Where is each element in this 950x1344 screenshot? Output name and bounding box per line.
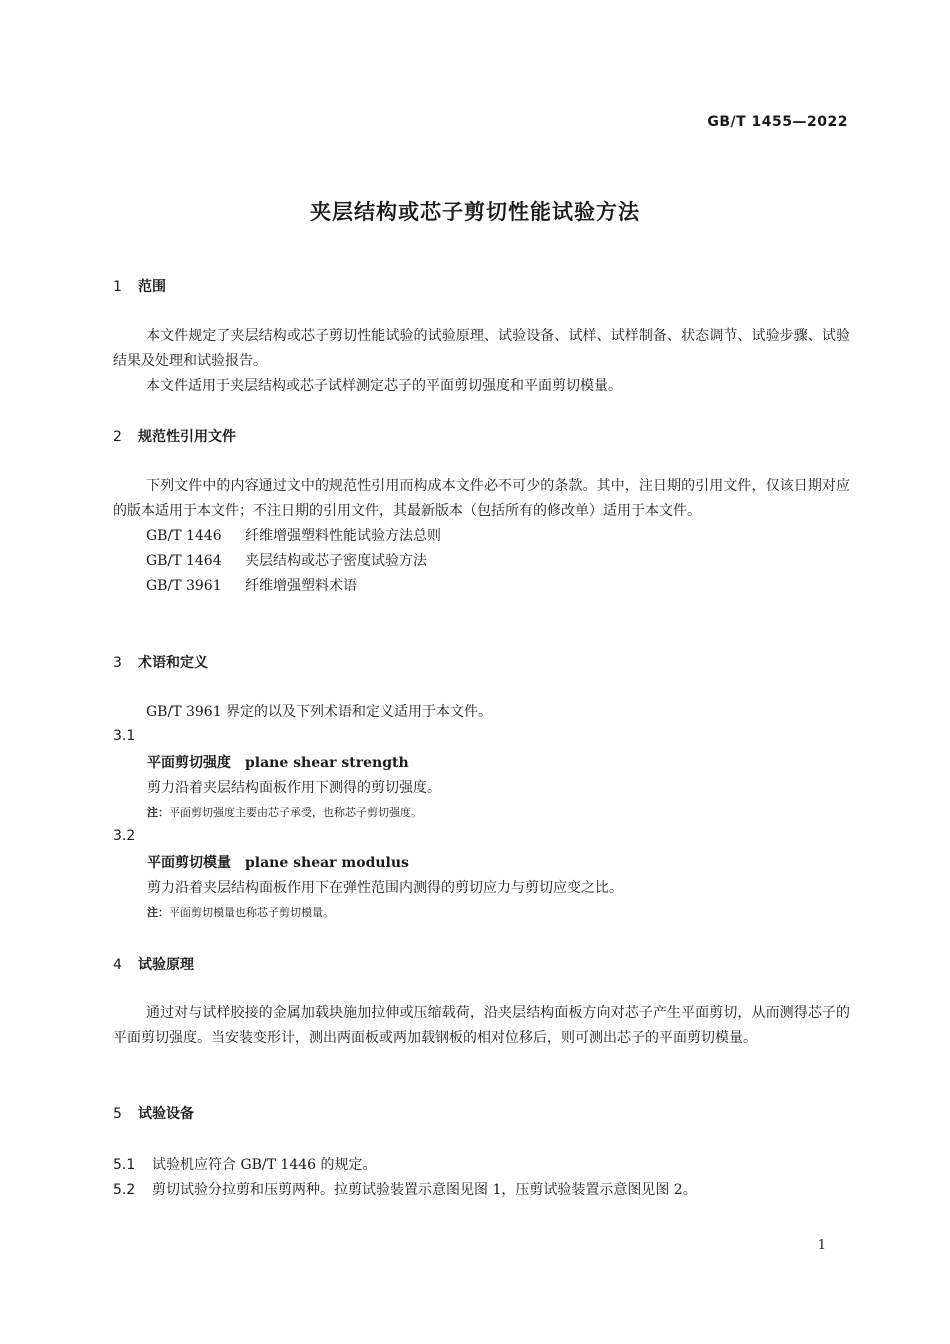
section-title: 试验原理 (138, 957, 194, 973)
section-number: 2 (113, 429, 122, 445)
term-number: 3.1 (113, 728, 136, 744)
note-label: 注： (147, 906, 169, 919)
reference-code: GB/T 3961 (146, 578, 222, 594)
section-title: 试验设备 (138, 1106, 194, 1122)
reference-title: 纤维增强塑料术语 (245, 578, 357, 594)
note-label: 注： (147, 806, 169, 819)
clause-text: 试验机应符合 GB/T 1446 的规定。 (152, 1157, 377, 1173)
note-text: 平面剪切强度主要由芯子承受，也称芯子剪切强度。 (169, 806, 422, 819)
clause-number: 5.1 (113, 1157, 136, 1173)
section-title: 术语和定义 (138, 655, 208, 671)
reference-item (113, 549, 850, 574)
section-2-body (113, 474, 850, 599)
term-name (147, 852, 409, 872)
clause-5-2 (113, 1179, 697, 1199)
page-number: 1 (817, 1238, 826, 1253)
section-2-heading (113, 426, 236, 446)
note-text: 平面剪切模量也称芯子剪切模量。 (169, 906, 334, 919)
paragraph: 本文件规定了夹层结构或芯子剪切性能试验的试验原理、试验设备、试样、试样制备、状态调节、试验步骤、试验结果及处理和试验报告。 (113, 328, 850, 369)
section-4-heading (113, 954, 194, 974)
term-number: 3.2 (113, 828, 136, 844)
reference-item (113, 524, 850, 549)
paragraph: 本文件适用于夹层结构或芯子试样测定芯子的平面剪切强度和平面剪切模量。 (146, 378, 622, 394)
reference-code: GB/T 1464 (146, 553, 222, 569)
reference-title: 夹层结构或芯子密度试验方法 (245, 553, 427, 569)
paragraph: 下列文件中的内容通过文中的规范性引用而构成本文件必不可少的条款。其中，注日期的引用文件，仅该日期对应的版本适用于本文件；不注日期的引用文件，其最新版本（包括所有的修改单）适用于本文件。 (113, 478, 850, 519)
section-5-heading (113, 1103, 194, 1123)
section-1-body (113, 324, 850, 399)
term-name-cn: 平面剪切强度 (147, 755, 231, 771)
term-name-en: plane shear modulus (245, 855, 409, 871)
term-name-en: plane shear strength (245, 755, 409, 771)
standard-number: GB/T 1455—2022 (707, 114, 848, 130)
section-1-heading (113, 276, 166, 296)
section-number: 4 (113, 957, 122, 973)
term-name (147, 752, 409, 772)
section-number: 1 (113, 279, 122, 295)
section-4-body (113, 1001, 850, 1051)
section-3-intro (113, 700, 850, 725)
section-number: 5 (113, 1106, 122, 1122)
paragraph: 通过对与试样胶接的金属加载块施加拉伸或压缩载荷，沿夹层结构面板方向对芯子产生平面剪切，从而测得芯子的平面剪切强度。当安装变形计，测出两面板或两加载钢板的相对位移后，则可测出芯子的平面剪切模量。 (113, 1005, 850, 1046)
term-name-cn: 平面剪切模量 (147, 855, 231, 871)
term-definition: 剪力沿着夹层结构面板作用下在弹性范围内测得的剪切应力与剪切应变之比。 (147, 880, 623, 896)
term-note (147, 904, 334, 920)
section-3-heading (113, 652, 208, 672)
reference-code: GB/T 1446 (146, 528, 222, 544)
reference-title: 纤维增强塑料性能试验方法总则 (245, 528, 441, 544)
paragraph: GB/T 3961 界定的以及下列术语和定义适用于本文件。 (146, 704, 493, 720)
term-note (147, 804, 422, 820)
term-definition: 剪力沿着夹层结构面板作用下测得的剪切强度。 (147, 780, 441, 796)
clause-number: 5.2 (113, 1182, 136, 1198)
reference-item (113, 574, 850, 599)
section-title: 范围 (138, 279, 166, 295)
document-title: 夹层结构或芯子剪切性能试验方法 (310, 200, 640, 224)
clause-text: 剪切试验分拉剪和压剪两种。拉剪试验装置示意图见图 1，压剪试验装置示意图见图 2。 (152, 1182, 697, 1198)
section-title: 规范性引用文件 (138, 429, 236, 445)
clause-5-1 (113, 1154, 377, 1174)
section-number: 3 (113, 655, 122, 671)
